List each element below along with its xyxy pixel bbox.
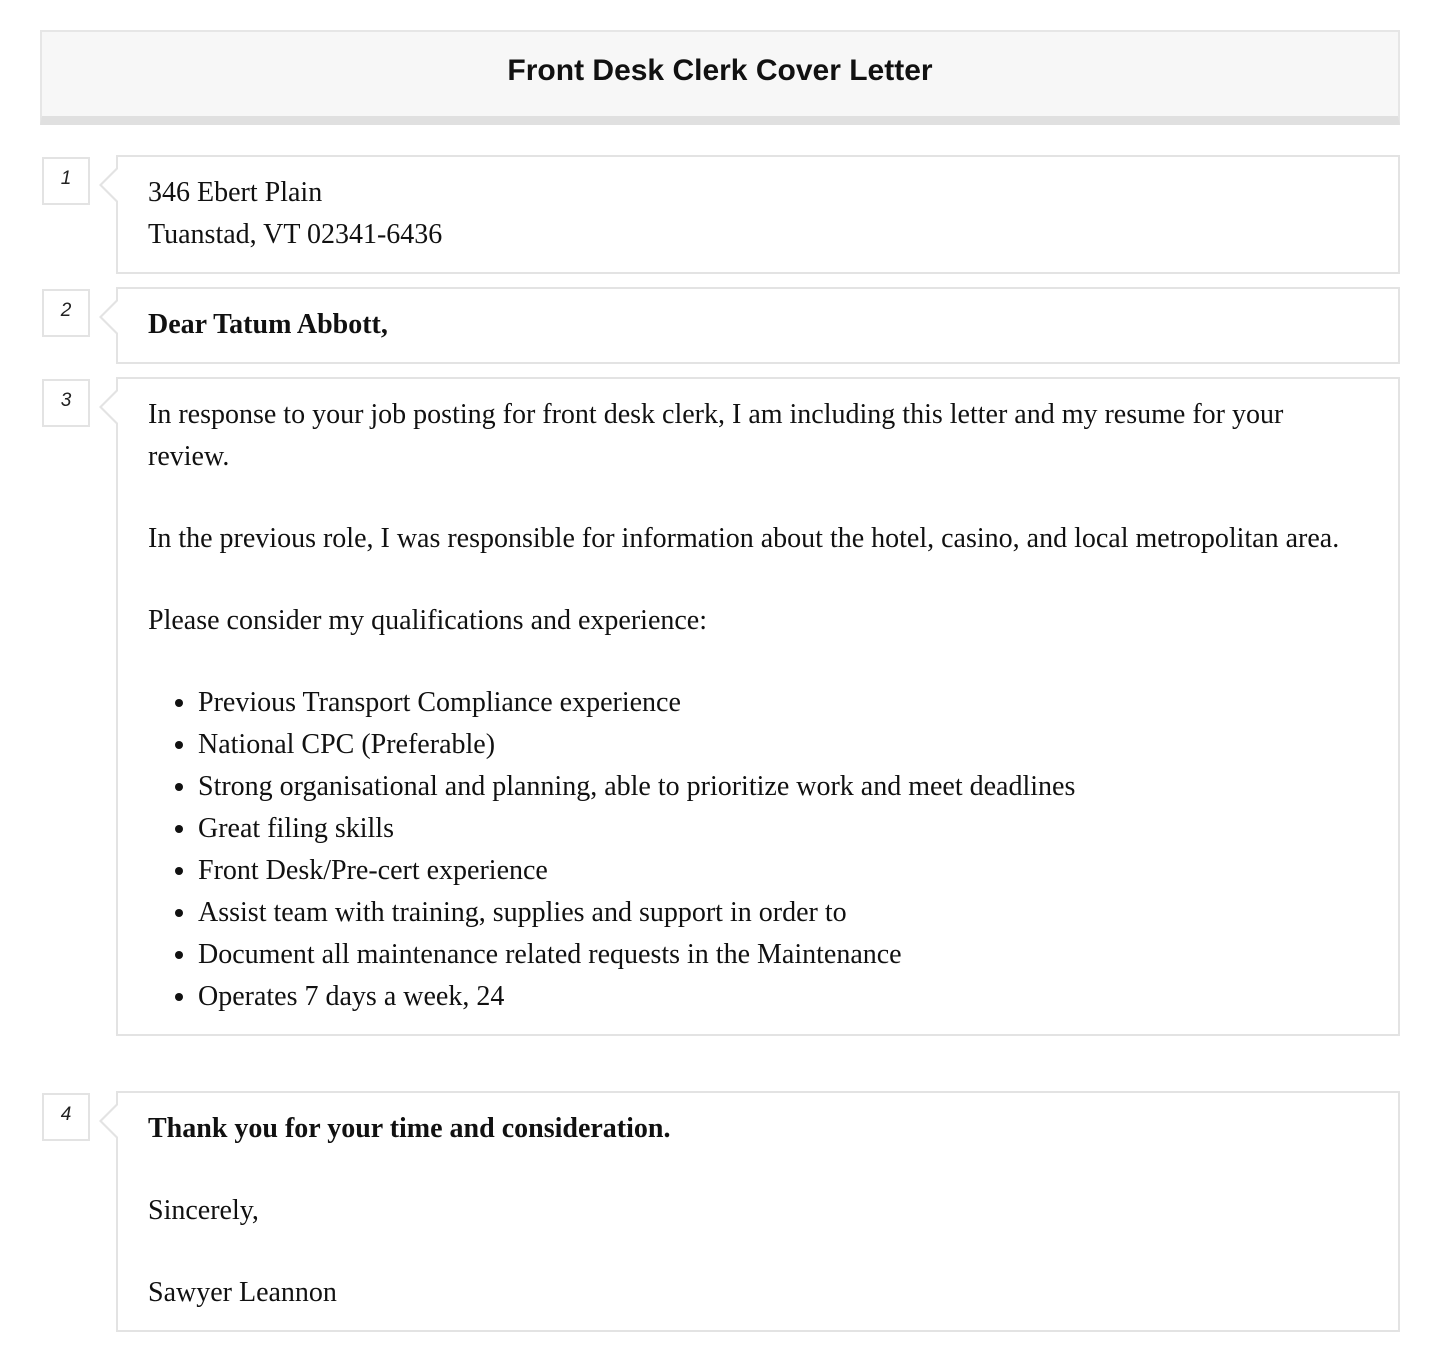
- address-line-1: 346 Ebert Plain: [148, 177, 323, 208]
- section-number: 1: [42, 157, 90, 205]
- signature: Sawyer Leannon: [148, 1277, 337, 1308]
- body-paragraph-1: In response to your job posting for front desk clerk, I am including this letter and my resume for your review.: [148, 399, 1284, 472]
- list-item: • Front Desk/Pre-cert experience: [198, 850, 1368, 892]
- section-box: [116, 287, 1400, 364]
- list-item: • Assist team with training, supplies and support in order to: [198, 892, 1368, 934]
- list-item: • Previous Transport Compliance experience: [198, 682, 1368, 724]
- address-line-2: Tuanstad, VT 02341-6436: [148, 219, 443, 250]
- list-item: • Operates 7 days a week, 24: [198, 976, 1368, 1018]
- thanks-line: Thank you for your time and consideration.: [148, 1113, 671, 1144]
- qualifications-list: [148, 682, 1368, 1018]
- section-number: 4: [42, 1093, 90, 1141]
- section-number: 3: [42, 379, 90, 427]
- body-paragraph-2: In the previous role, I was responsible for information about the hotel, casino, and local metropolitan area.: [148, 523, 1340, 554]
- section-number: 2: [42, 289, 90, 337]
- section-box: [116, 155, 1400, 274]
- closing: Sincerely,: [148, 1195, 259, 1226]
- body-paragraph-3: Please consider my qualifications and experience:: [148, 605, 708, 636]
- section-box: [116, 377, 1400, 1036]
- list-item: • National CPC (Preferable): [198, 724, 1368, 766]
- list-item: • Great filing skills: [198, 808, 1368, 850]
- list-item: • Strong organisational and planning, able to prioritize work and meet deadlines: [198, 766, 1368, 808]
- section-box: [116, 1091, 1400, 1332]
- greeting: Dear Tatum Abbott,: [148, 309, 388, 340]
- page-title: Front Desk Clerk Cover Letter: [507, 54, 933, 87]
- list-item: • Document all maintenance related requests in the Maintenance: [198, 934, 1368, 976]
- page-header: [40, 30, 1400, 125]
